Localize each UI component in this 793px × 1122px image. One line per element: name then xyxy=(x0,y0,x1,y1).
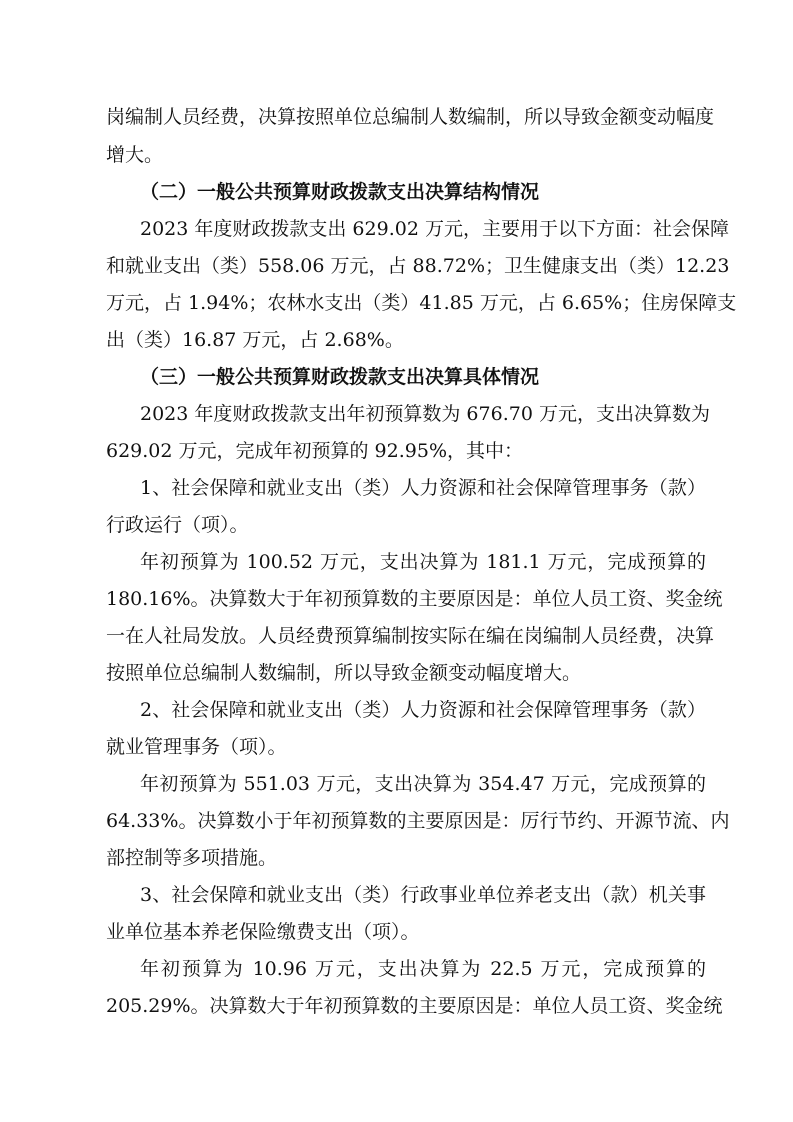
paragraph-line: 按照单位总编制人数编制，所以导致金额变动幅度增大。 xyxy=(106,662,582,684)
paragraph-line: 64.33%。决算数小于年初预算数的主要原因是：厉行节约、开源节流、内 xyxy=(106,810,730,832)
paragraph-line: 和就业支出（类）558.06 万元，占 88.72%；卫生健康支出（类）12.23 xyxy=(106,255,730,277)
paragraph-line: 2023 年度财政拨款支出年初预算数为 676.70 万元，支出决算数为 xyxy=(140,403,710,425)
item-heading-line: 2、社会保障和就业支出（类）人力资源和社会保障管理事务（款） xyxy=(140,699,706,721)
paragraph-line: 万元，占 1.94%；农林水支出（类）41.85 万元，占 6.65%；住房保障支 xyxy=(106,292,737,314)
paragraph-line: 增大。 xyxy=(106,144,164,166)
paragraph-line: 出（类）16.87 万元，占 2.68%。 xyxy=(106,329,404,351)
paragraph-line: 部控制等多项措施。 xyxy=(106,847,278,869)
paragraph-line: 一在人社局发放。人员经费预算编制按实际在编在岗编制人员经费，决算 xyxy=(106,625,715,647)
paragraph-line: 180.16%。决算数大于年初预算数的主要原因是：单位人员工资、奖金统 xyxy=(106,588,723,610)
item-heading-line: 3、社会保障和就业支出（类）行政事业单位养老支出（款）机关事 xyxy=(140,884,706,906)
item-heading-line: 业单位基本养老保险缴费支出（项）。 xyxy=(106,921,420,943)
paragraph-line: 岗编制人员经费，决算按照单位总编制人数编制，所以导致金额变动幅度 xyxy=(106,106,715,128)
paragraph-line: 629.02 万元，完成年初预算的 92.95%，其中： xyxy=(106,440,524,462)
item-heading-line: 1、社会保障和就业支出（类）人力资源和社会保障管理事务（款） xyxy=(140,477,706,499)
paragraph-line: 年初预算为 10.96 万元，支出决算为 22.5 万元，完成预算的 xyxy=(140,958,706,980)
section-heading-details: （三）一般公共预算财政拨款支出决算具体情况 xyxy=(140,366,540,388)
section-heading-structure: （二）一般公共预算财政拨款支出决算结构情况 xyxy=(140,181,540,203)
paragraph-line: 2023 年度财政拨款支出 629.02 万元，主要用于以下方面：社会保障 xyxy=(140,218,729,240)
paragraph-line: 205.29%。决算数大于年初预算数的主要原因是：单位人员工资、奖金统 xyxy=(106,995,723,1017)
paragraph-line: 年初预算为 551.03 万元，支出决算为 354.47 万元，完成预算的 xyxy=(140,773,706,795)
item-heading-line: 行政运行（项）。 xyxy=(106,514,249,536)
item-heading-line: 就业管理事务（项）。 xyxy=(106,736,287,758)
paragraph-line: 年初预算为 100.52 万元，支出决算为 181.1 万元，完成预算的 xyxy=(140,551,706,573)
